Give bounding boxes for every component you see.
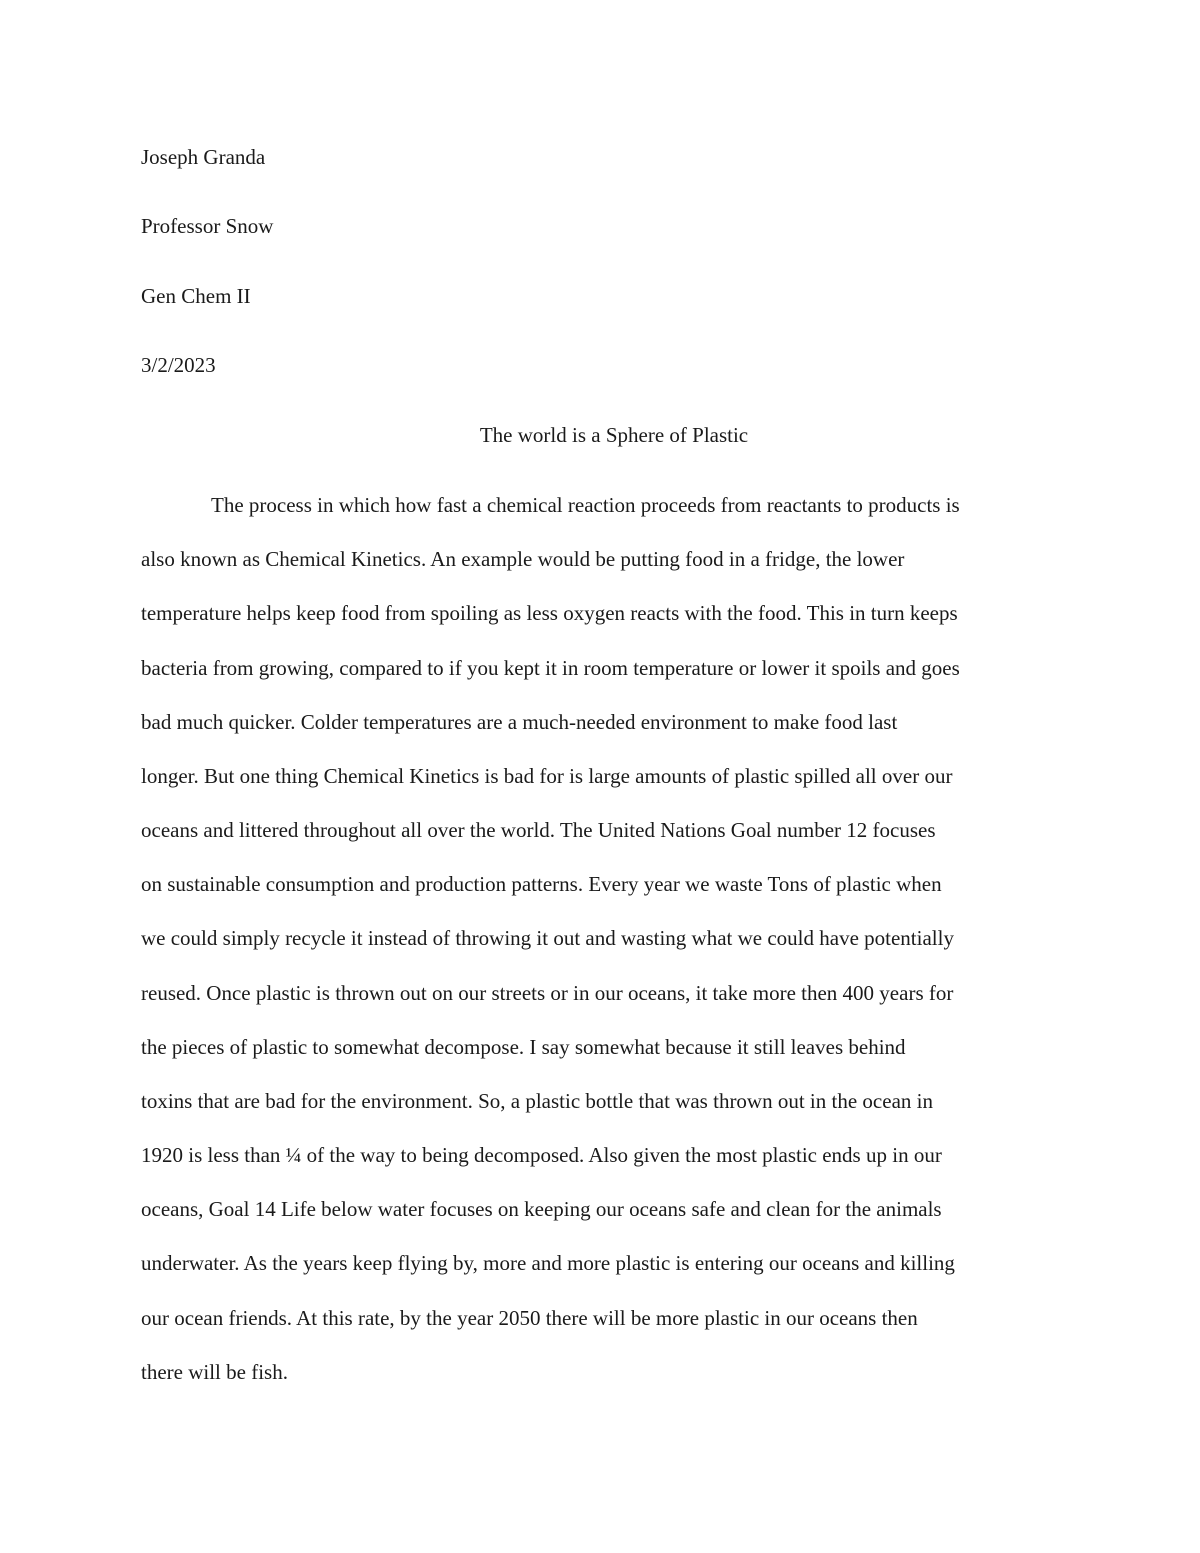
paragraph-line: our ocean friends. At this rate, by the year 2050 there will be more plastic in our oceans then bbox=[141, 1306, 918, 1330]
paragraph-line: oceans, Goal 14 Life below water focuses on keeping our oceans safe and clean for the animals bbox=[141, 1197, 942, 1221]
paragraph-line: The process in which how fast a chemical reaction proceeds from reactants to products is bbox=[211, 493, 960, 517]
paragraph-line: longer. But one thing Chemical Kinetics is bad for is large amounts of plastic spilled all over our bbox=[141, 764, 953, 788]
paragraph-line: we could simply recycle it instead of throwing it out and wasting what we could have potentially bbox=[141, 926, 954, 950]
paragraph-line: oceans and littered throughout all over the world. The United Nations Goal number 12 focuses bbox=[141, 818, 936, 842]
course-name: Gen Chem II bbox=[141, 284, 251, 308]
author-name: Joseph Granda bbox=[141, 145, 266, 169]
paragraph-line: also known as Chemical Kinetics. An example would be putting food in a fridge, the lower bbox=[141, 547, 905, 571]
paragraph-line: on sustainable consumption and production patterns. Every year we waste Tons of plastic when bbox=[141, 872, 942, 896]
paragraph-line: reused. Once plastic is thrown out on our streets or in our oceans, it take more then 400 years for bbox=[141, 981, 954, 1005]
document-date: 3/2/2023 bbox=[141, 353, 216, 377]
paragraph-line: 1920 is less than ¼ of the way to being decomposed. Also given the most plastic ends up in our bbox=[141, 1143, 942, 1167]
document-title: The world is a Sphere of Plastic bbox=[479, 423, 749, 447]
paragraph-line: toxins that are bad for the environment. So, a plastic bottle that was thrown out in the ocean in bbox=[141, 1089, 933, 1113]
paragraph-line: bacteria from growing, compared to if you kept it in room temperature or lower it spoils and goes bbox=[141, 656, 960, 680]
paragraph-line: bad much quicker. Colder temperatures are a much-needed environment to make food last bbox=[141, 710, 898, 734]
paragraph-line: the pieces of plastic to somewhat decompose. I say somewhat because it still leaves behind bbox=[141, 1035, 906, 1059]
paragraph-line: temperature helps keep food from spoiling as less oxygen reacts with the food. This in turn keeps bbox=[141, 601, 958, 625]
paragraph-line: there will be fish. bbox=[141, 1360, 288, 1384]
instructor-name: Professor Snow bbox=[141, 214, 274, 238]
paragraph-line: underwater. As the years keep flying by, more and more plastic is entering our oceans and killing bbox=[141, 1251, 955, 1275]
